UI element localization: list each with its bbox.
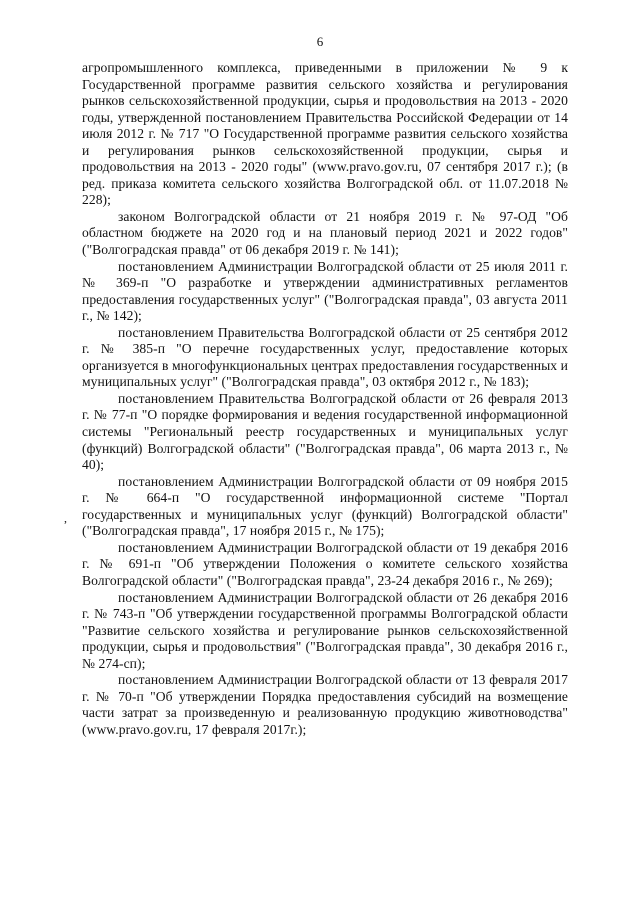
paragraph-8: постановлением Администрации Волгоградской области от 26 декабря 2016 г. № 743-п "Об утверждении государственной программы Волгоградской области "Развитие сельского хозяйства и регулирование рынков сельскохозяйственной продукции, сырья и продовольствия" ("Волгоградская правда", 30 декабря 2016 г., № 274-сп);	[82, 589, 568, 671]
margin-mark: ,	[64, 511, 67, 525]
paragraph-1: агропромышленного комплекса, приведенными в приложении № 9 к Государственной программе развития сельского хозяйства и регулирования рынков сельскохозяйственной продукции, сырья и продовольствия на 2013 - 2020 годы, утвержденной постановлением Правительства Российской Федерации от 14 июля 2012 г. № 717 "О Государственной программе развития сельского хозяйства и регулирования рынков сельскохозяйственной продукции, сырья и продовольствия на 2013 - 2020 годы" (www.pravo.gov.ru, 07 сентября 2017 г.); (в ред. приказа комитета сельского хозяйства Волгоградской обл. от 11.07.2018 № 228);	[82, 60, 568, 208]
paragraph-6: постановлением Администрации Волгоградской области от 09 ноября 2015 г. № 664-п "О государственной информационной системе "Портал государственных и муниципальных услуг (функций) Волгоградской области" ("Волгоградская правда", 17 ноября 2015 г., № 175);	[82, 473, 568, 539]
paragraph-2: законом Волгоградской области от 21 ноября 2019 г. № 97-ОД "Об областном бюджете на 2020 год и на плановый период 2021 и 2022 годов" ("Волгоградская правда" от 06 декабря 2019 г. № 141);	[82, 208, 568, 258]
page-number: 6	[316, 34, 324, 49]
paragraph-7: постановлением Администрации Волгоградской области от 19 декабря 2016 г. № 691-п "Об утверждении Положения о комитете сельского хозяйства Волгоградской области" ("Волгоградская правда", 23-24 декабря 2016 г., № 269);	[82, 539, 568, 588]
paragraph-4: постановлением Правительства Волгоградской области от 25 сентября 2012 г. № 385-п "О перечне государственных услуг, предоставление которых организуется в многофункциональных центрах предоставления государственных и муниципальных услуг" ("Волгоградская правда", 03 октября 2012 г., № 183);	[82, 324, 568, 390]
paragraph-9: постановлением Администрации Волгоградской области от 13 февраля 2017 г. № 70-п "Об утверждении Порядка предоставления субсидий на возмещение части затрат за произведенную и реализованную продукцию животноводства" (www.pravo.gov.ru, 17 февраля 2017г.);	[82, 672, 568, 737]
document-body	[82, 60, 568, 738]
paragraph-3: постановлением Администрации Волгоградской области от 25 июля 2011 г. № 369-п "О разработке и утверждении административных регламентов предоставления государственных услуг" ("Волгоградская правда", 03 августа 2011 г., № 142);	[82, 258, 568, 324]
paragraph-5: постановлением Правительства Волгоградской области от 26 февраля 2013 г. № 77-п "О порядке формирования и ведения государственной информационной системы "Региональный реестр государственных и муниципальных услуг (функций) Волгоградской области" ("Волгоградская правда", 06 марта 2013 г., № 40);	[82, 390, 568, 473]
